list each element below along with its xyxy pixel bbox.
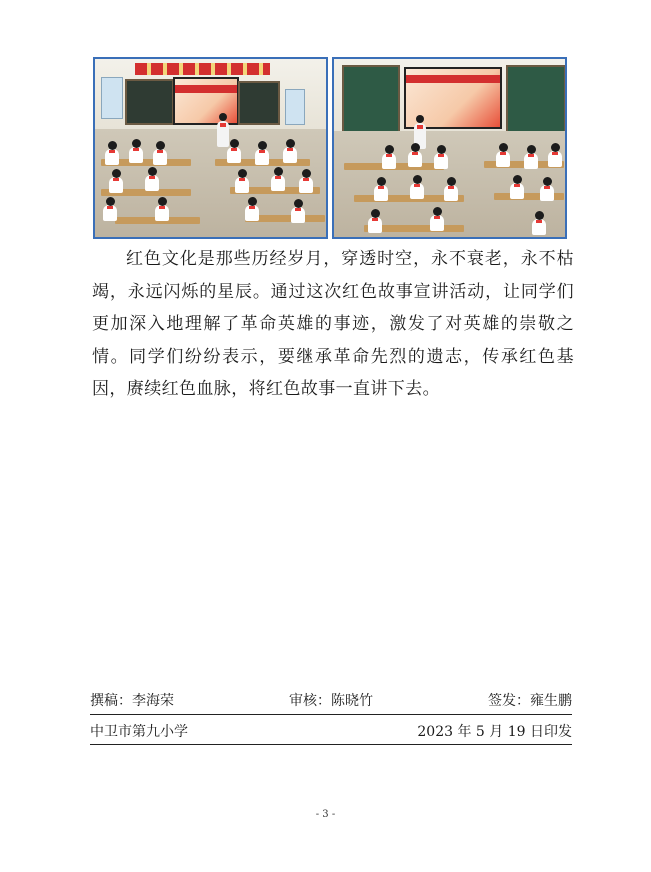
photo-strip: [93, 57, 567, 239]
page-number: - 3 -: [315, 809, 336, 820]
issue-row: [90, 715, 572, 745]
signoff-block: [90, 690, 572, 745]
author-label: 撰稿：李海荣: [90, 693, 174, 709]
issue-date: 2023 年 5 月 19 日印发: [417, 724, 572, 740]
classroom-photo-left: [93, 57, 328, 239]
approver-label: 签发：雍生鹏: [488, 693, 572, 709]
issuing-organization: 中卫市第九小学: [90, 724, 188, 740]
reviewer-label: 审核：陈晓竹: [289, 693, 373, 709]
signoff-row: [90, 690, 572, 715]
classroom-photo-right: [332, 57, 567, 239]
body-paragraph: 红色文化是那些历经岁月，穿透时空，永不衰老，永不枯竭，永远闪烁的星辰。通过这次红色故事宣讲活动，让同学们更加深入地理解了革命英雄的事迹，激发了对英雄的崇敬之情。同学们纷纷表示，要继承革命先烈的遗志，传承红色基因，赓续红色血脉，将红色故事一直讲下去。: [92, 249, 574, 399]
